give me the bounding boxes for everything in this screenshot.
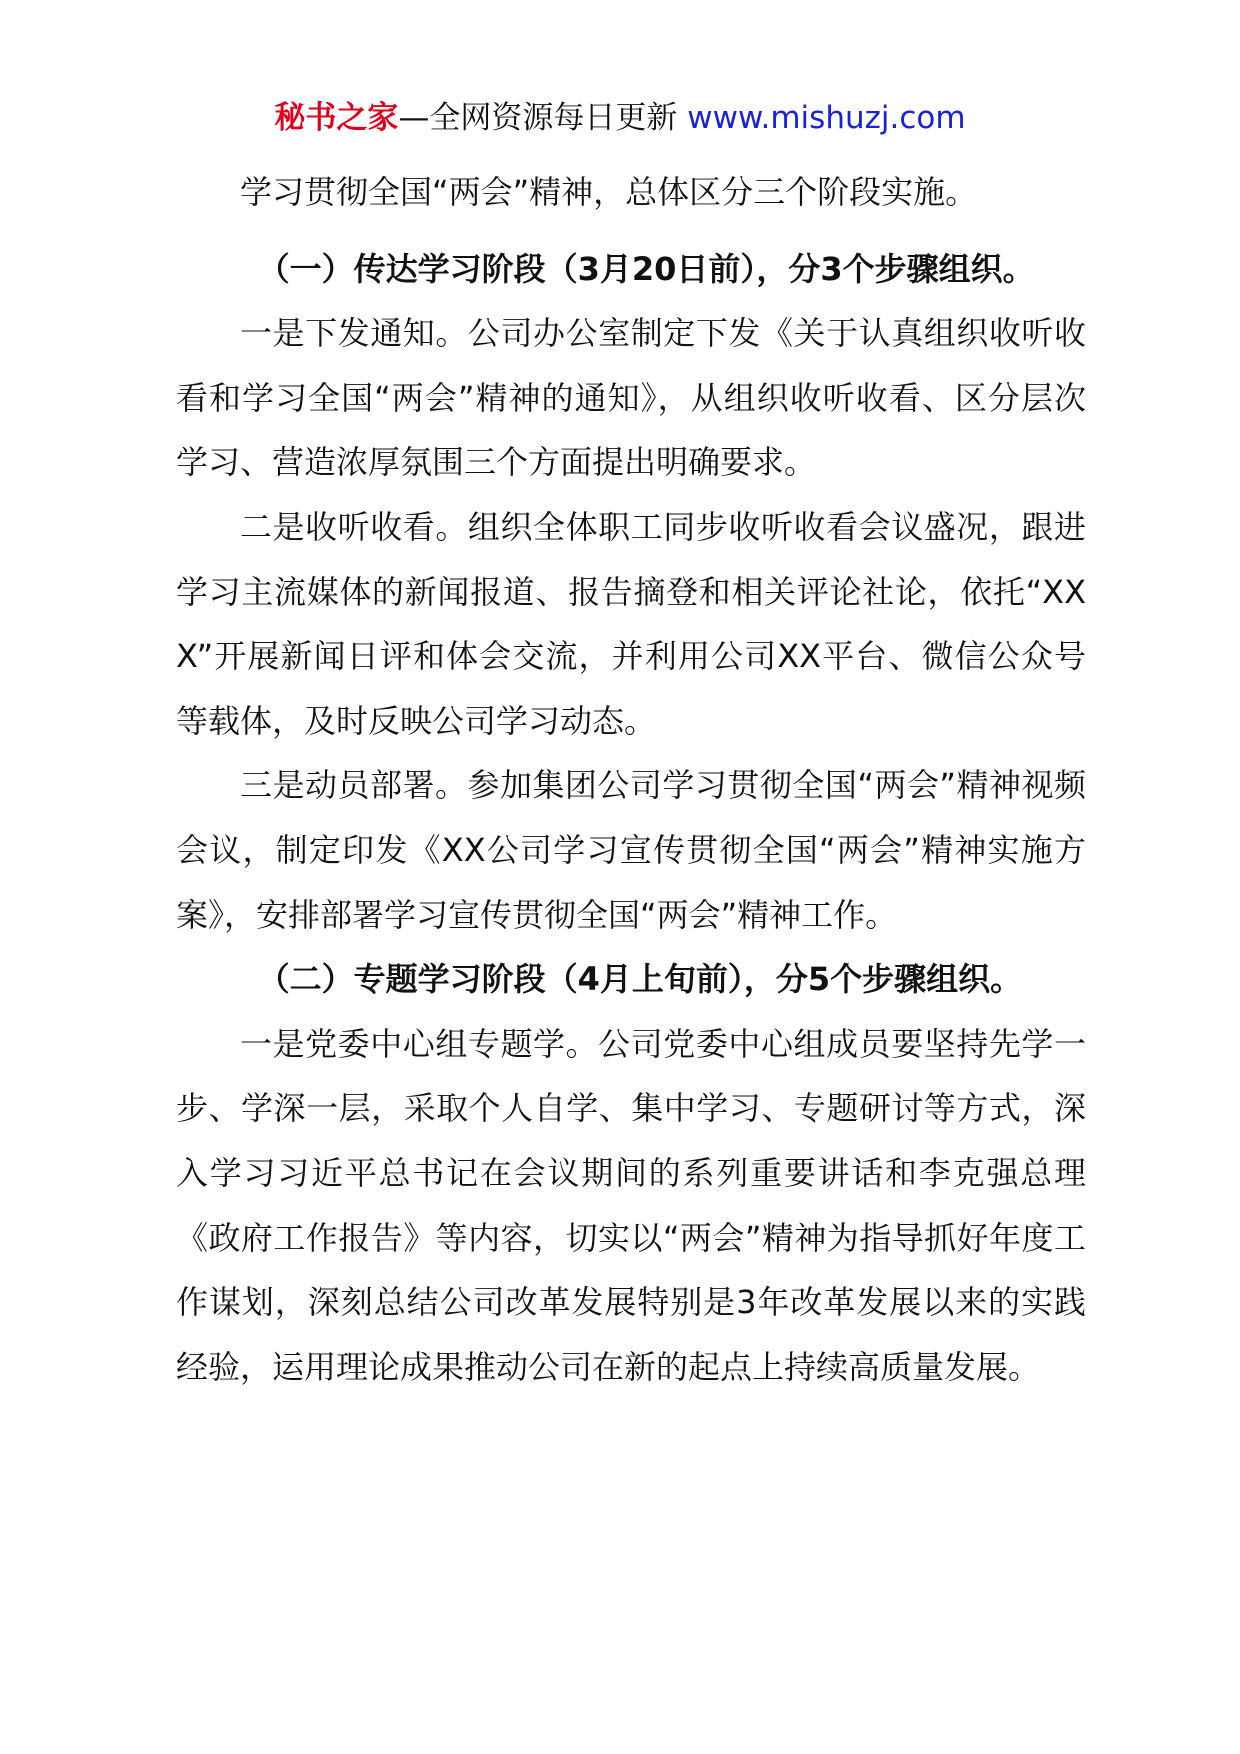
document-body bbox=[176, 160, 1086, 1399]
body-paragraph: 三是动员部署。参加集团公司学习贯彻全国“两会”精神视频会议，制定印发《XX公司学习宣传贯彻全国“两会”精神实施方案》，安排部署学习宣传贯彻全国“两会”精神工作。 bbox=[176, 766, 1086, 934]
intro-paragraph: 学习贯彻全国“两会”精神，总体区分三个阶段实施。 bbox=[240, 173, 978, 211]
site-brand: 秘书之家 bbox=[274, 100, 399, 136]
site-url-link[interactable]: www.mishuzj.com bbox=[687, 100, 966, 136]
body-paragraph: 一是下发通知。公司办公室制定下发《关于认真组织收听收看和学习全国“两会”精神的通知》，从组织收听收看、区分层次学习、营造浓厚氛围三个方面提出明确要求。 bbox=[176, 314, 1086, 482]
site-header bbox=[0, 98, 1240, 138]
body-paragraph: 二是收听收看。组织全体职工同步收听收看会议盛况，跟进学习主流媒体的新闻报道、报告摘登和相关评论社论，依托“XXX”开展新闻日评和体会交流，并利用公司XX平台、微信公众号等载体，及时反映公司学习动态。 bbox=[176, 507, 1086, 740]
site-tagline: —全网资源每日更新 bbox=[398, 100, 678, 136]
section-heading-1: （一）传达学习阶段（3月20日前），分3个步骤组织。 bbox=[257, 249, 1035, 288]
body-paragraph: 一是党委中心组专题学。公司党委中心组成员要坚持先学一步、学深一层，采取个人自学、集中学习、专题研讨等方式，深入学习习近平总书记在会议期间的系列重要讲话和李克强总理《政府工作报告》等内容，切实以“两会”精神为指导抓好年度工作谋划，深刻总结公司改革发展特别是3年改革发展以来的实践经验，运用理论成果推动公司在新的起点上持续高质量发展。 bbox=[176, 1024, 1086, 1386]
section-heading-2: （二）专题学习阶段（4月上旬前），分5个步骤组织。 bbox=[257, 960, 1023, 999]
